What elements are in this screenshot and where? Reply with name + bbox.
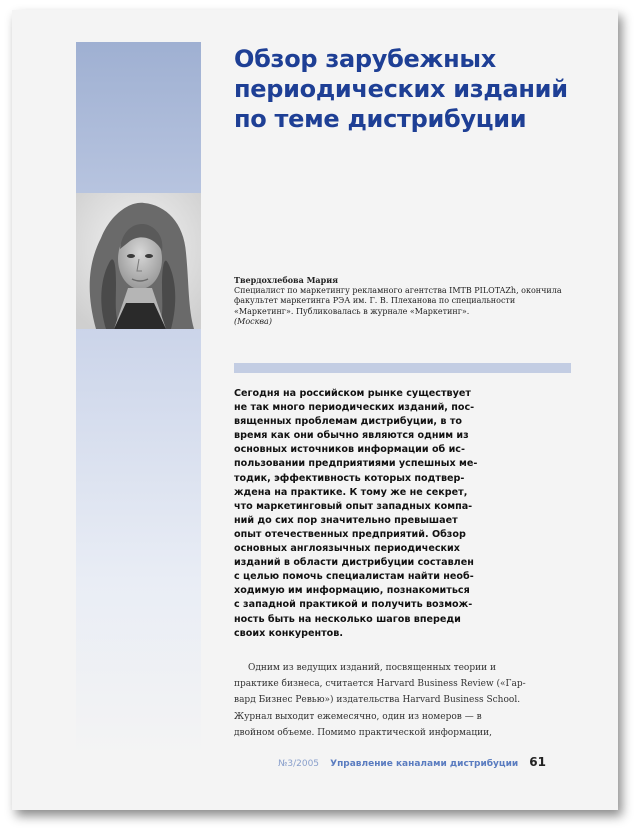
author-city: (Москва) xyxy=(234,317,272,326)
lead-line: ний до сих пор значительно превышает xyxy=(234,514,458,526)
title-line: Обзор зарубежных xyxy=(234,45,496,73)
body-line: Одним из ведущих изданий, посвященных теории и xyxy=(248,663,496,673)
author-photo xyxy=(76,193,201,329)
body-line: Журнал выходит ежемесячно, один из номеров — в xyxy=(234,711,482,722)
magazine-page xyxy=(12,10,618,810)
article-title xyxy=(234,44,604,134)
lead-line: основных англоязычных периодических xyxy=(234,543,460,555)
author-name: Твердохлебова Мария xyxy=(234,275,339,285)
section-divider-bar xyxy=(234,363,571,373)
lead-line: пользовании предприятиями успешных ме- xyxy=(234,458,478,470)
lead-line: опыт отечественных предприятий. Обзор xyxy=(234,528,466,540)
lead-paragraph xyxy=(234,387,509,641)
author-bio: Специалист по маркетингу рекламного агентства IMTB PILOTAZh, окончила факультет маркетинга РЭА им. Г. В. Плеханова по специальности «Маркетинг». Публиковалась в журнале «Маркетинг». xyxy=(234,285,562,316)
lead-line: своих конкурентов. xyxy=(234,627,343,639)
lead-line: ходимую им информацию, познакомиться xyxy=(234,585,470,597)
title-line: по теме дистрибуции xyxy=(234,105,527,133)
lead-line: с западной практикой и получить возмож- xyxy=(234,599,473,611)
lead-line: изданий в области дистрибуции составлен xyxy=(234,557,474,569)
body-line: практике бизнеса, считается Harvard Business Review («Гар- xyxy=(234,679,526,690)
lead-line: ждена на практике. К тому же не секрет, xyxy=(234,486,468,498)
author-portrait-image xyxy=(76,193,201,329)
lead-line: время как они обычно являются одним из xyxy=(234,430,469,442)
lead-line: вященных проблемам дистрибуции, в то xyxy=(234,416,462,428)
page-number: 61 xyxy=(529,755,546,769)
lead-line: тодик, эффективность которых подтвер- xyxy=(234,472,465,484)
lead-line: Сегодня на российском рынке существует xyxy=(234,388,471,399)
body-paragraph xyxy=(234,660,526,741)
body-line: двойном объеме. Помимо практической информации, xyxy=(234,727,492,738)
title-line: периодических изданий xyxy=(234,75,568,103)
issue-number: №3/2005 xyxy=(278,759,320,769)
sidebar-color-band xyxy=(76,42,201,760)
lead-line: ность быть на несколько шагов впереди xyxy=(234,613,461,625)
lead-line: не так много периодических изданий, пос- xyxy=(234,402,475,414)
page-footer xyxy=(278,751,546,770)
author-info xyxy=(234,275,574,328)
lead-line: что маркетинговый опыт западных компа- xyxy=(234,500,473,512)
lead-line: основных источников информации об ис- xyxy=(234,444,465,456)
lead-line: с целью помочь специалистам найти необ- xyxy=(234,571,474,583)
journal-name: Управление каналами дистрибуции xyxy=(330,759,519,769)
body-line: вард Бизнес Ревью») издательства Harvard Business School. xyxy=(234,695,521,706)
